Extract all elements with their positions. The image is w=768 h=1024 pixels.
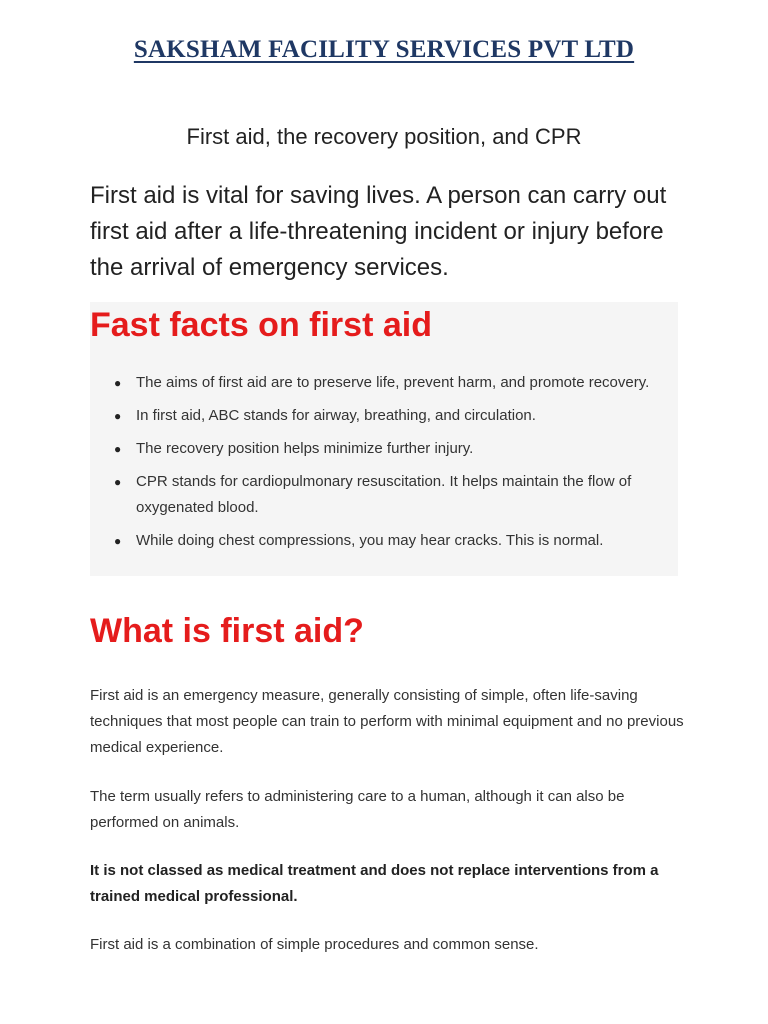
company-name: SAKSHAM FACILITY SERVICES PVT LTD xyxy=(133,36,635,63)
bullet-icon: ● xyxy=(114,376,122,390)
body-paragraph: First aid is a combination of simple procedures and common sense. xyxy=(90,936,539,953)
fact-item xyxy=(114,528,680,554)
fast-facts-list xyxy=(114,370,680,561)
fact-text: While doing chest compressions, you may hear cracks. This is normal. xyxy=(136,532,604,549)
fact-item xyxy=(114,469,680,521)
intro-paragraph: First aid is vital for saving lives. A person can carry out first aid after a life-threatening incident or injury before the arrival of emergency services. xyxy=(90,182,667,281)
fact-text: CPR stands for cardiopulmonary resuscitation. It helps maintain the flow of oxygenated blood. xyxy=(136,473,632,516)
body-paragraph: The term usually refers to administering care to a human, although it can also be performed on animals. xyxy=(90,788,625,831)
bullet-icon: ● xyxy=(114,442,122,456)
fact-item xyxy=(114,436,680,462)
what-is-first-aid-heading: What is first aid? xyxy=(90,612,364,650)
bullet-icon: ● xyxy=(114,475,122,489)
fact-item xyxy=(114,370,680,396)
fact-item xyxy=(114,403,680,429)
bullet-icon: ● xyxy=(114,534,122,548)
fact-text: The recovery position helps minimize further injury. xyxy=(136,440,474,457)
bold-paragraph: It is not classed as medical treatment and does not replace interventions from a trained medical professional. xyxy=(90,862,659,905)
fast-facts-heading: Fast facts on first aid xyxy=(90,306,432,344)
body-paragraph: First aid is an emergency measure, generally consisting of simple, often life-saving techniques that most people can train to perform with minimal equipment and no previous medical experience. xyxy=(90,687,684,756)
bullet-icon: ● xyxy=(114,409,122,423)
fact-text: In first aid, ABC stands for airway, breathing, and circulation. xyxy=(136,407,536,424)
fact-text: The aims of first aid are to preserve life, prevent harm, and promote recovery. xyxy=(136,374,650,391)
document-title: First aid, the recovery position, and CPR xyxy=(186,124,582,149)
